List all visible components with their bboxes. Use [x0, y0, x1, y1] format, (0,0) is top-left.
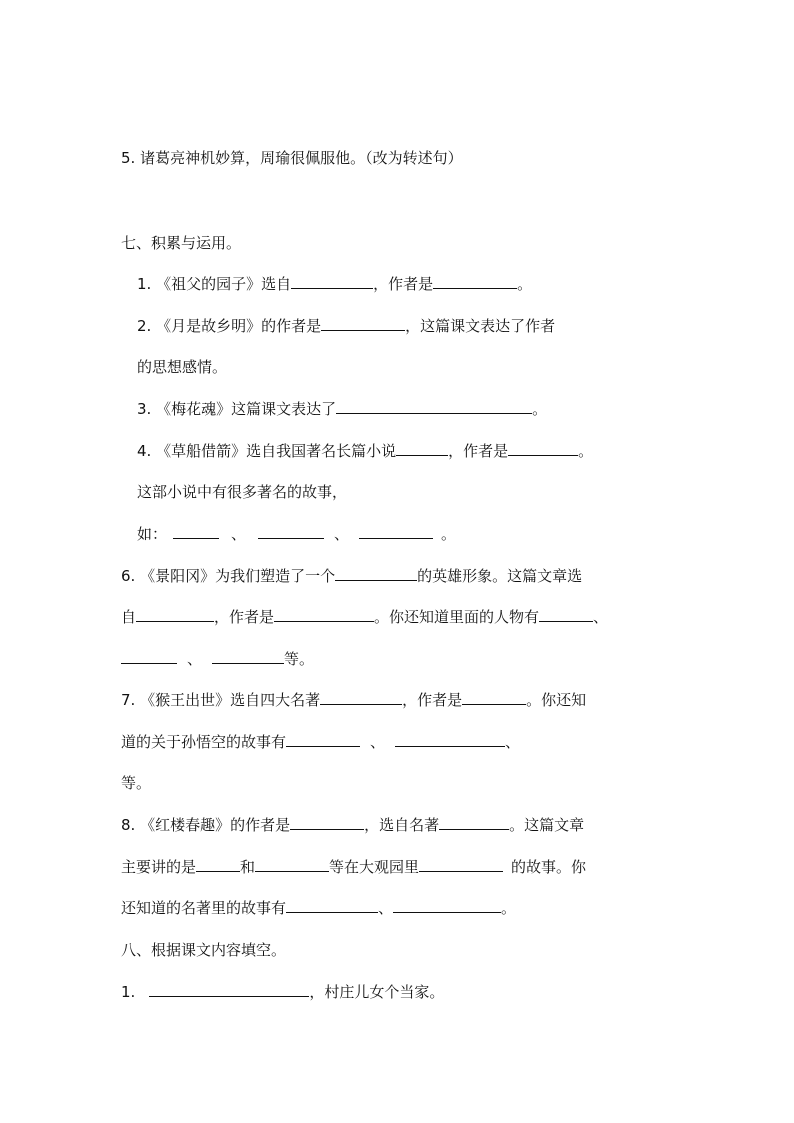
answer-blank[interactable] — [395, 732, 505, 747]
item-7-8-cont2: 还知道的名著里的故事有 、 。 — [121, 899, 517, 917]
item-7-6-cont2: 、 等。 — [121, 649, 314, 669]
answer-blank[interactable] — [462, 690, 526, 705]
item-7-6-cont: 自 ，作者是 。你还知道里面的人物有 、 — [121, 608, 609, 626]
item-7-3: 3. 《梅花魂》这篇课文表达了 。 — [137, 400, 548, 418]
item-7-7-cont: 道的关于孙悟空的故事有 、 、 — [121, 733, 521, 751]
answer-blank[interactable] — [173, 524, 219, 539]
answer-blank[interactable] — [258, 524, 324, 539]
item-8-1: 1. ，村庄儿女个当家。 — [121, 983, 445, 1001]
section-8-title: 八、根据课文内容填空。 — [121, 941, 287, 959]
item-7-4-examples: 如： 、 、 。 — [137, 525, 457, 543]
section-7-title: 七、积累与运用。 — [121, 234, 242, 252]
item-7-1: 1. 《祖父的园子》选自 ，作者是 。 — [137, 275, 533, 293]
answer-blank[interactable] — [396, 441, 448, 456]
answer-blank[interactable] — [359, 524, 433, 539]
item-7-4-cont: 这部小说中有很多著名的故事， — [137, 483, 348, 501]
answer-blank[interactable] — [321, 316, 405, 331]
answer-blank[interactable] — [121, 649, 177, 664]
item-7-2-cont: 的思想感情。 — [137, 358, 228, 376]
answer-blank[interactable] — [196, 857, 240, 872]
answer-blank[interactable] — [336, 399, 532, 414]
answer-blank[interactable] — [149, 982, 309, 997]
answer-blank[interactable] — [212, 649, 284, 664]
item-7-4: 4. 《草船借箭》选自我国著名长篇小说 ，作者是 。 — [137, 442, 594, 460]
item-7-8: 8. 《红楼春趣》的作者是 ，选自名著 。这篇文章 — [121, 816, 585, 834]
answer-blank[interactable] — [508, 441, 578, 456]
answer-blank[interactable] — [290, 815, 364, 830]
question-5: 5. 诸葛亮神机妙算，周瑜很佩服他。（改为转述句） — [121, 149, 463, 167]
answer-blank[interactable] — [291, 274, 373, 289]
item-7-2: 2. 《月是故乡明》的作者是 ，这篇课文表达了作者 — [137, 317, 556, 335]
answer-blank[interactable] — [255, 857, 329, 872]
answer-blank[interactable] — [286, 898, 378, 913]
answer-blank[interactable] — [335, 566, 417, 581]
answer-blank[interactable] — [419, 857, 503, 872]
item-7-8-cont: 主要讲的是 和 等在大观园里 的故事。你 — [121, 858, 587, 876]
answer-blank[interactable] — [320, 690, 402, 705]
answer-blank[interactable] — [286, 732, 360, 747]
item-7-6: 6. 《景阳冈》为我们塑造了一个 的英雄形象。这篇文章选 — [121, 567, 583, 585]
answer-blank[interactable] — [136, 607, 214, 622]
answer-blank[interactable] — [539, 607, 593, 622]
answer-blank[interactable] — [274, 607, 374, 622]
item-7-7: 7. 《猴王出世》选自四大名著 ，作者是 。你还知 — [121, 691, 587, 709]
answer-blank[interactable] — [393, 898, 501, 913]
answer-blank[interactable] — [439, 815, 509, 830]
answer-blank[interactable] — [433, 274, 517, 289]
item-7-7-cont2: 等。 — [121, 774, 152, 792]
